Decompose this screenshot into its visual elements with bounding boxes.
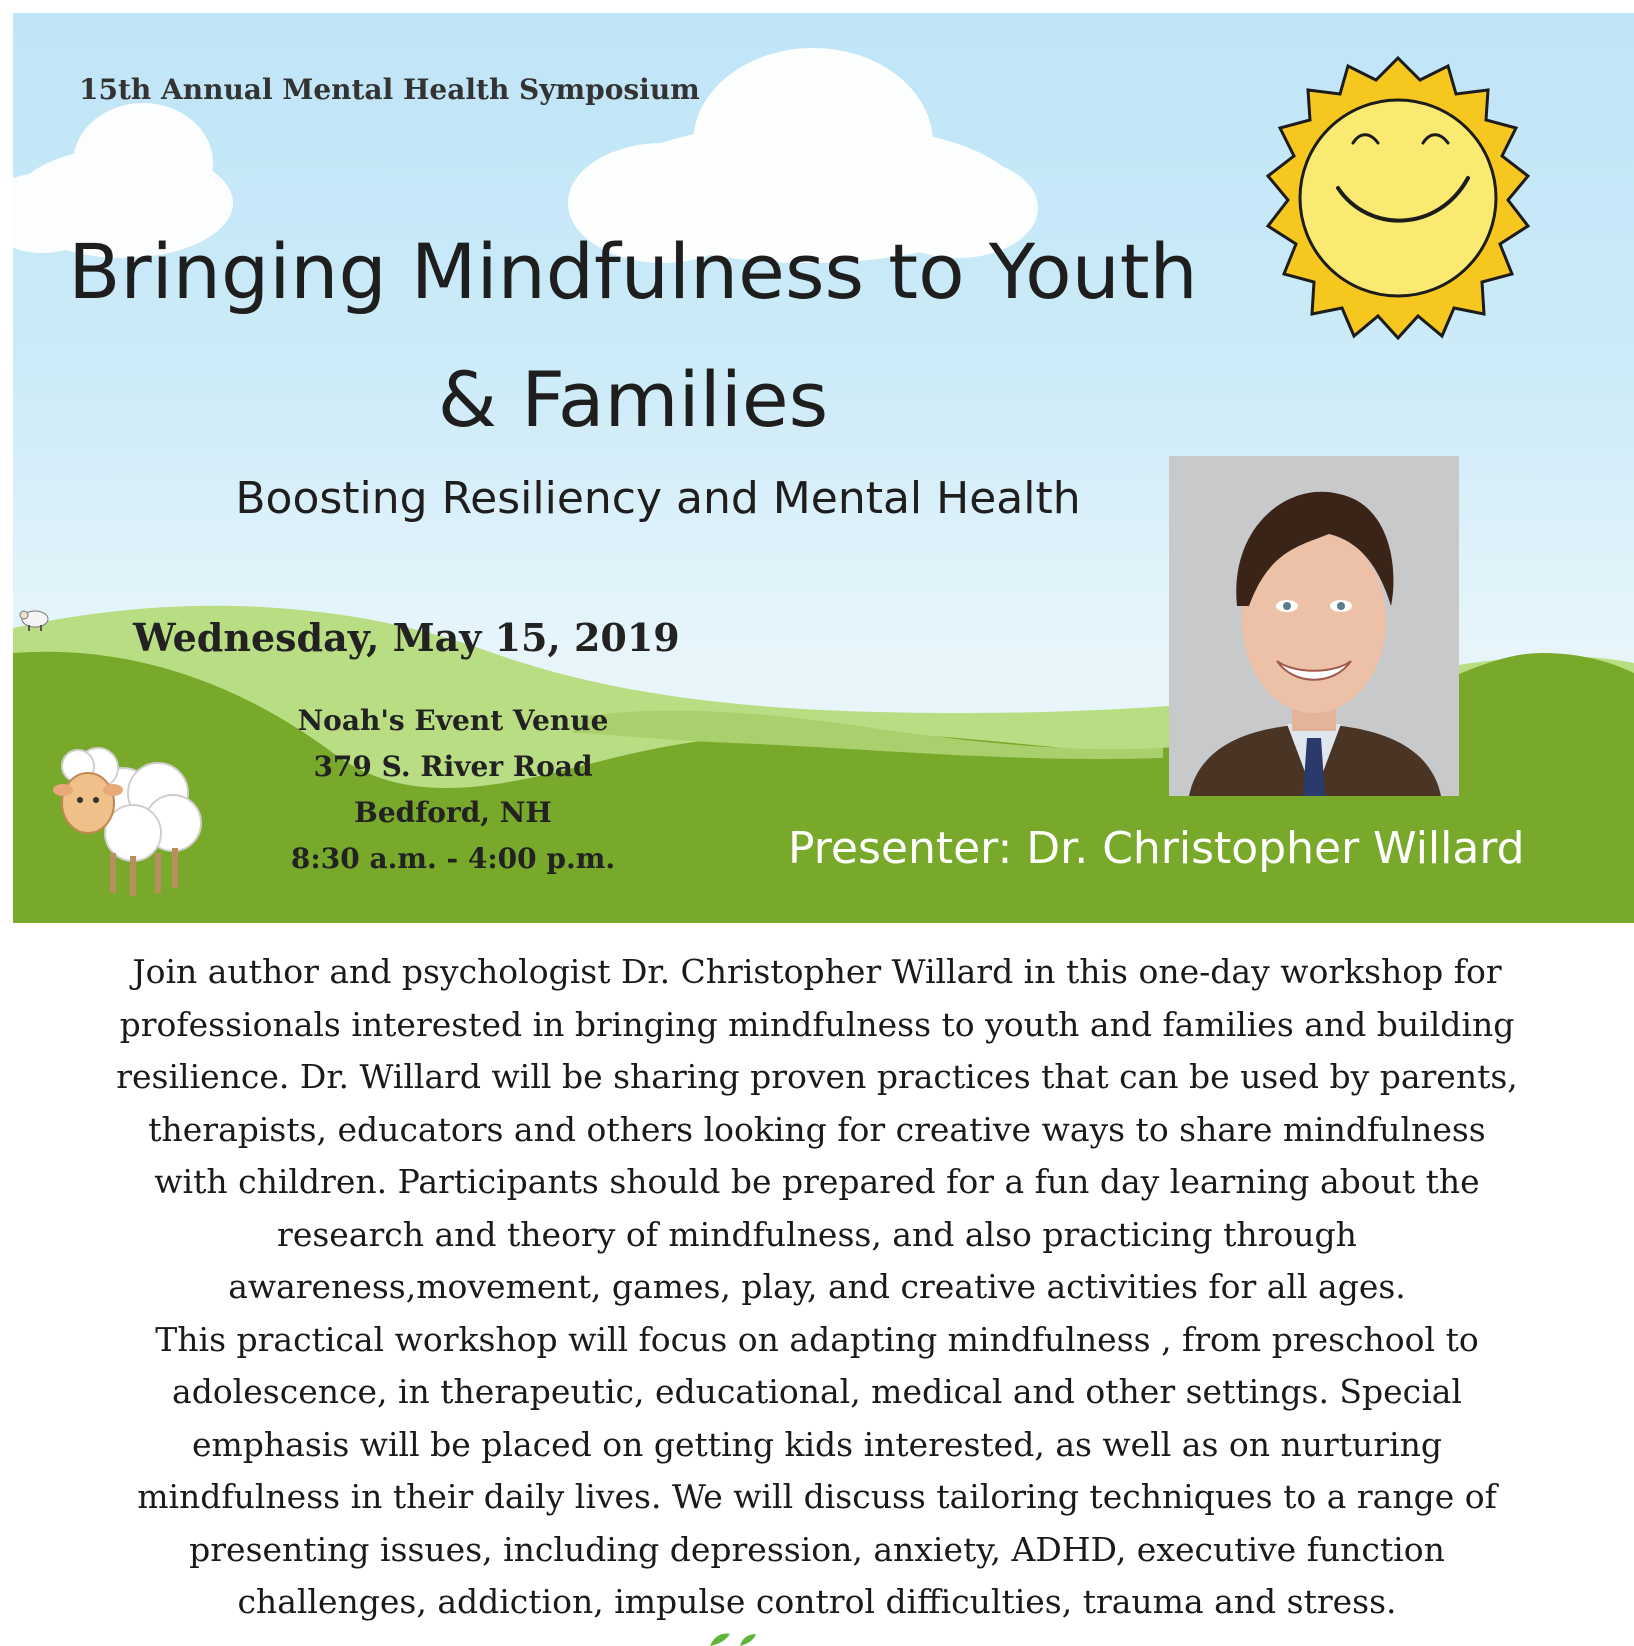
venue-name: Noah's Event Venue [297,704,609,737]
event-description [30,946,1604,1629]
event-date: Wednesday, May 15, 2019 [133,615,680,660]
venue-city: Bedford, NH [354,796,552,829]
description-line: resilience. Dr. Willard will be sharing proven practices that can be used by parents, [116,1057,1518,1096]
description-line: Join author and psychologist Dr. Christopher Willard in this one-day workshop for [132,952,1502,991]
description-line: with children. Participants should be prepared for a fun day learning about the [154,1162,1480,1201]
smiling-sun-icon [1268,58,1528,338]
presenter-name: Presenter: Dr. Christopher Willard [788,823,1525,874]
event-title-line-1: Bringing Mindfulness to Youth [68,227,1198,316]
venue-street: 379 S. River Road [313,750,593,783]
event-title-line-2: & Families [437,355,829,444]
venue-block [263,698,643,882]
event-time: 8:30 a.m. - 4:00 p.m. [290,842,616,875]
description-line: This practical workshop will focus on adapting mindfulness , from preschool to [155,1319,1479,1359]
description-line: challenges, addiction, impulse control difficulties, trauma and stress. [237,1582,1397,1621]
description-line: mindfulness in their daily lives. We will discuss tailoring techniques to a range of [137,1477,1497,1516]
description-line: awareness,movement, games, play, and creative activities for all ages. [228,1267,1406,1306]
description-line: research and theory of mindfulness, and also practicing through [277,1214,1357,1254]
description-line: adolescence, in therapeutic, educational, medical and other settings. Special [172,1372,1462,1411]
symposium-name: 15th Annual Mental Health Symposium [79,73,700,106]
presenter-photo [1169,456,1459,796]
event-title [13,208,1253,464]
event-banner [13,13,1634,923]
description-line: emphasis will be placed on getting kids interested, as well as on nurturing [191,1424,1443,1464]
event-subtitle: Boosting Resiliency and Mental Health [235,473,1081,524]
leaf-icon [700,1630,760,1646]
description-line: therapists, educators and others looking for creative ways to share mindfulness [148,1109,1486,1149]
description-line: professionals interested in bringing mindfulness to youth and families and building [119,1004,1515,1044]
description-line: presenting issues, including depression, anxiety, ADHD, executive function [189,1529,1445,1569]
